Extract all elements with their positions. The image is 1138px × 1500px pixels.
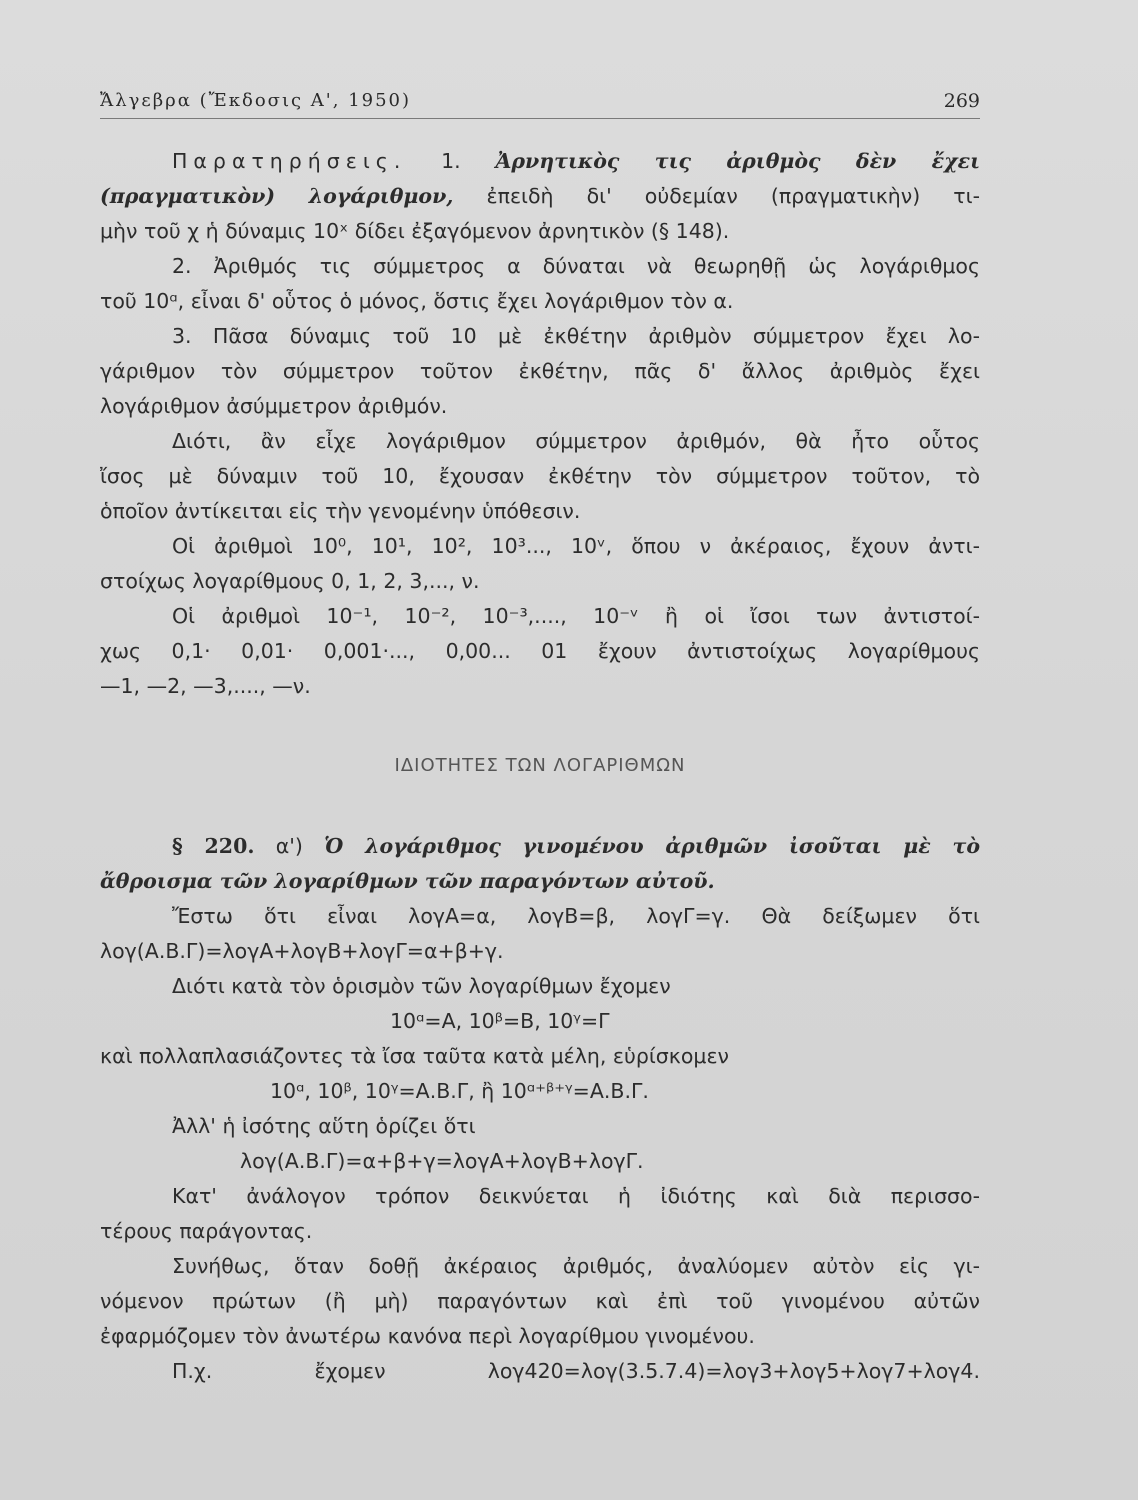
formula-line: 10ᵅ, 10ᵝ, 10ᵞ=Α.Β.Γ, ἢ 10ᵅ⁺ᵝ⁺ᵞ=Α.Β.Γ. xyxy=(270,1079,649,1103)
text-line: λογ(Α.Β.Γ)=λογΑ+λογΒ+λογΓ=α+β+γ. xyxy=(100,939,504,963)
text-line: τέρους παράγοντας. xyxy=(100,1219,313,1243)
text-line: ἴσος μὲ δύναμιν τοῦ 10, ἔχουσαν ἐκθέτην τὸν σύμμετρον τοῦτον, τὸ xyxy=(100,464,980,488)
text-line: Π.χ. ἔχομεν λογ420=λογ(3.5.7.4)=λογ3+λογ5+λογ7+λογ4. xyxy=(172,1359,980,1383)
text-line: ἐφαρμόζομεν τὸν ἀνωτέρω κανόνα περὶ λογαρίθμου γινομένου. xyxy=(100,1324,755,1348)
text-line: (πραγματικὸν) λογάριθμον, ἐπειδὴ δι' οὐδεμίαν (πραγματικὴν) τι- xyxy=(100,184,980,208)
text-line: ὁποῖον ἀντίκειται εἰς τὴν γενομένην ὑπόθεσιν. xyxy=(100,499,581,523)
text-line: στοίχως λογαρίθμους 0, 1, 2, 3,..., ν. xyxy=(100,569,480,593)
text-line: Οἱ ἀριθμοὶ 10⁻¹, 10⁻², 10⁻³,...., 10⁻ᵛ ἢ οἱ ἴσοι των ἀντιστοί- xyxy=(172,604,980,628)
text-line: Παρατηρήσεις. 1. Ἀρνητικὸς τις ἀριθμὸς δὲν ἔχει xyxy=(172,149,980,173)
page-number: 269 xyxy=(943,90,980,112)
formula-line: 10ᵅ=Α, 10ᵝ=Β, 10ᵞ=Γ xyxy=(390,1009,610,1033)
text-line: Οἱ ἀριθμοὶ 10⁰, 10¹, 10², 10³..., 10ᵛ, ὅπου ν ἀκέραιος, ἔχουν ἀντι- xyxy=(172,534,980,558)
text-line: καὶ πολλαπλασιάζοντες τὰ ἴσα ταῦτα κατὰ μέλη, εὑρίσκομεν xyxy=(100,1044,730,1068)
text-line: —1, —2, —3,...., —ν. xyxy=(100,674,311,698)
section-heading: ΙΔΙΟΤΗΤΕΣ ΤΩΝ ΛΟΓΑΡΙΘΜΩΝ xyxy=(394,755,686,776)
text-line: νόμενον πρώτων (ἢ μὴ) παραγόντων καὶ ἐπὶ τοῦ γινομένου αὐτῶν xyxy=(100,1289,980,1313)
text-line: μὴν τοῦ χ ἡ δύναμις 10ˣ δίδει ἐξαγόμενον ἀρνητικὸν (§ 148). xyxy=(100,219,730,243)
text-line: Συνήθως, ὅταν δοθῇ ἀκέραιος ἀριθμός, ἀναλύομεν αὐτὸν εἰς γι- xyxy=(172,1254,980,1278)
text-line: Διότι, ἂν εἶχε λογάριθμον σύμμετρον ἀριθμόν, θὰ ἦτο οὗτος xyxy=(172,429,980,453)
text-line: Διότι κατὰ τὸν ὁρισμὸν τῶν λογαρίθμων ἔχομεν xyxy=(172,974,671,998)
section-number: § 220. xyxy=(172,834,255,858)
text-line: 3. Πᾶσα δύναμις τοῦ 10 μὲ ἐκθέτην ἀριθμὸν σύμμετρον ἔχει λο- xyxy=(172,324,980,348)
text-line: 2. Ἀριθμός τις σύμμετρος α δύναται νὰ θεωρηθῇ ὡς λογάριθμος xyxy=(172,254,980,278)
text-line: χως 0,1· 0,01· 0,001·..., 0,00... 01 ἔχουν ἀντιστοίχως λογαρίθμους xyxy=(100,639,980,663)
text-line: τοῦ 10ᵅ, εἶναι δ' οὗτος ὁ μόνος, ὅστις ἔχει λογάριθμον τὸν α. xyxy=(100,289,734,313)
running-header xyxy=(100,82,980,119)
text-line: Ἀλλ' ἡ ἰσότης αὕτη ὁρίζει ὅτι xyxy=(172,1114,476,1138)
text-line: Ἔστω ὅτι εἶναι λογΑ=α, λογΒ=β, λογΓ=γ. Θὰ δείξωμεν ὅτι xyxy=(172,904,980,928)
book-title: Ἄλγεβρα (Ἔκδοσις Α', 1950) xyxy=(100,90,412,111)
text-line: λογάριθμον ἀσύμμετρον ἀριθμόν. xyxy=(100,394,448,418)
formula-line: λογ(Α.Β.Γ)=α+β+γ=λογΑ+λογΒ+λογΓ. xyxy=(240,1149,644,1173)
page-body xyxy=(100,144,980,1389)
text-line: γάριθμον τὸν σύμμετρον τοῦτον ἐκθέτην, πᾶς δ' ἄλλος ἀριθμὸς ἔχει xyxy=(100,359,980,383)
text-line: Κατ' ἀνάλογον τρόπον δεικνύεται ἡ ἰδιότης καὶ διὰ περισσο- xyxy=(172,1184,980,1208)
text-line: ἄθροισμα τῶν λογαρίθμων τῶν παραγόντων αὐτοῦ. xyxy=(100,869,715,893)
text-line: § 220. α') Ὁ λογάριθμος γινομένου ἀριθμῶν ἰσοῦται μὲ τὸ xyxy=(172,834,980,858)
